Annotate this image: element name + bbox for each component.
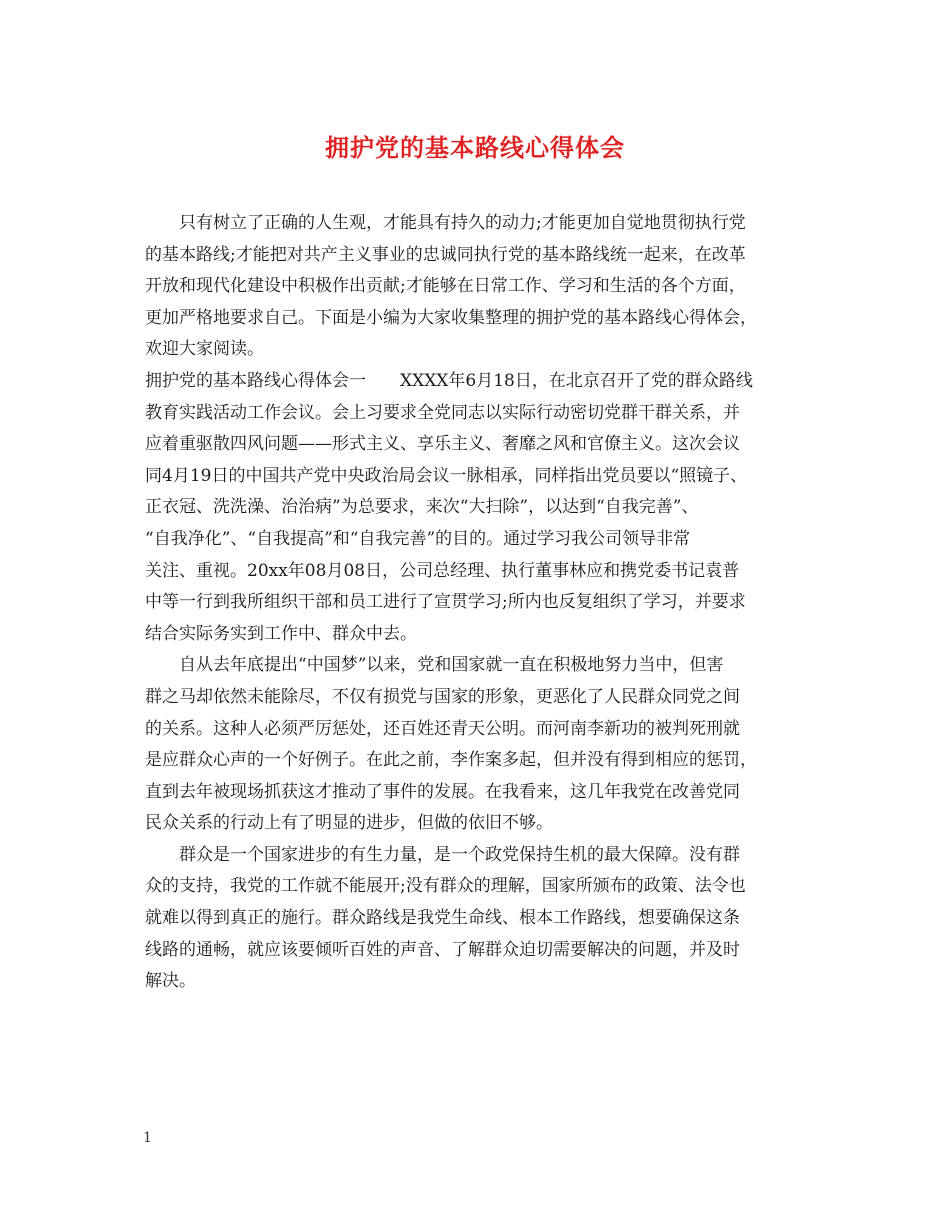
paragraph-masses (145, 840, 807, 998)
paragraph-china-dream (145, 650, 807, 840)
paragraph-intro (145, 208, 807, 366)
page-number: 1 (143, 1130, 152, 1146)
text-line: 是应群众心声的一个好例子。在此之前，李作案多起，但并没有得到相应的惩罚， (145, 750, 757, 771)
text-line: 众的支持，我党的工作就不能展开;没有群众的理解，国家所颁布的政策、法令也 (145, 876, 746, 897)
text-line: 同4月19日的中国共产党中央政治局会议一脉相承，同样指出党员要以“照镜子、 (145, 465, 748, 486)
text-line: 群众是一个国家进步的有生力量，是一个政党保持生机的最大保障。没有群 (179, 844, 740, 865)
text-line: 的基本路线;才能把对共产主义事业的忠诚同执行党的基本路线统一起来，在改革 (145, 244, 746, 265)
text-line: 结合实际务实到工作中、群众中去。 (145, 623, 417, 644)
text-line: 直到去年被现场抓获这才推动了事件的发展。在我看来，这几年我党在改善党同 (145, 781, 740, 802)
text-line: 应着重驱散四风问题——形式主义、享乐主义、奢靡之风和官僚主义。这次会议 (145, 434, 740, 455)
text-line: 民众关系的行动上有了明显的进步，但做的依旧不够。 (145, 813, 553, 834)
text-line: 自从去年底提出“中国梦”以来，党和国家就一直在积极地努力当中，但害 (179, 655, 724, 676)
paragraph-section-one (145, 366, 807, 650)
text-line: 解决。 (145, 971, 196, 992)
text-line: 更加严格地要求自己。下面是小编为大家收集整理的拥护党的基本路线心得体会， (145, 307, 757, 328)
text-line: 关注、重视。20xx年08月08日，公司总经理、执行董事林应和携党委书记袁普 (145, 560, 740, 581)
text-line: 群之马却依然未能除尽，不仅有损党与国家的形象，更恶化了人民群众同党之间 (145, 686, 740, 707)
text-line: 就难以得到真正的施行。群众路线是我党生命线、根本工作路线，想要确保这条 (145, 908, 740, 929)
text-line: “自我净化”、“自我提高”和“自我完善”的目的。通过学习我公司领导非常 (145, 528, 691, 549)
text-line: 只有树立了正确的人生观，才能具有持久的动力;才能更加自觉地贯彻执行党 (179, 213, 746, 233)
document-title: 拥护党的基本路线心得体会 (325, 133, 625, 162)
text-line: 欢迎大家阅读。 (145, 339, 264, 360)
text-line: 教育实践活动工作会议。会上习要求全党同志以实际行动密切党群干群关系，并 (145, 402, 740, 423)
text-line: 开放和现代化建设中积极作出贡献;才能够在日常工作、学习和生活的各个方面， (145, 276, 746, 297)
document-body (145, 208, 807, 998)
text-line: 线路的通畅，就应该要倾听百姓的声音、了解群众迫切需要解决的问题，并及时 (145, 939, 740, 960)
text-line: 拥护党的基本路线心得体会一 XXXX年6月18日，在北京召开了党的群众路线 (145, 370, 753, 391)
text-line: 的关系。这种人必须严厉惩处，还百姓还青天公明。而河南李新功的被判死刑就 (145, 718, 740, 739)
text-line: 正衣冠、洗洗澡、治治病”为总要求，来次“大扫除”，以达到“自我完善”、 (145, 497, 699, 518)
text-line: 中等一行到我所组织干部和员工进行了宣贯学习;所内也反复组织了学习，并要求 (145, 592, 746, 613)
